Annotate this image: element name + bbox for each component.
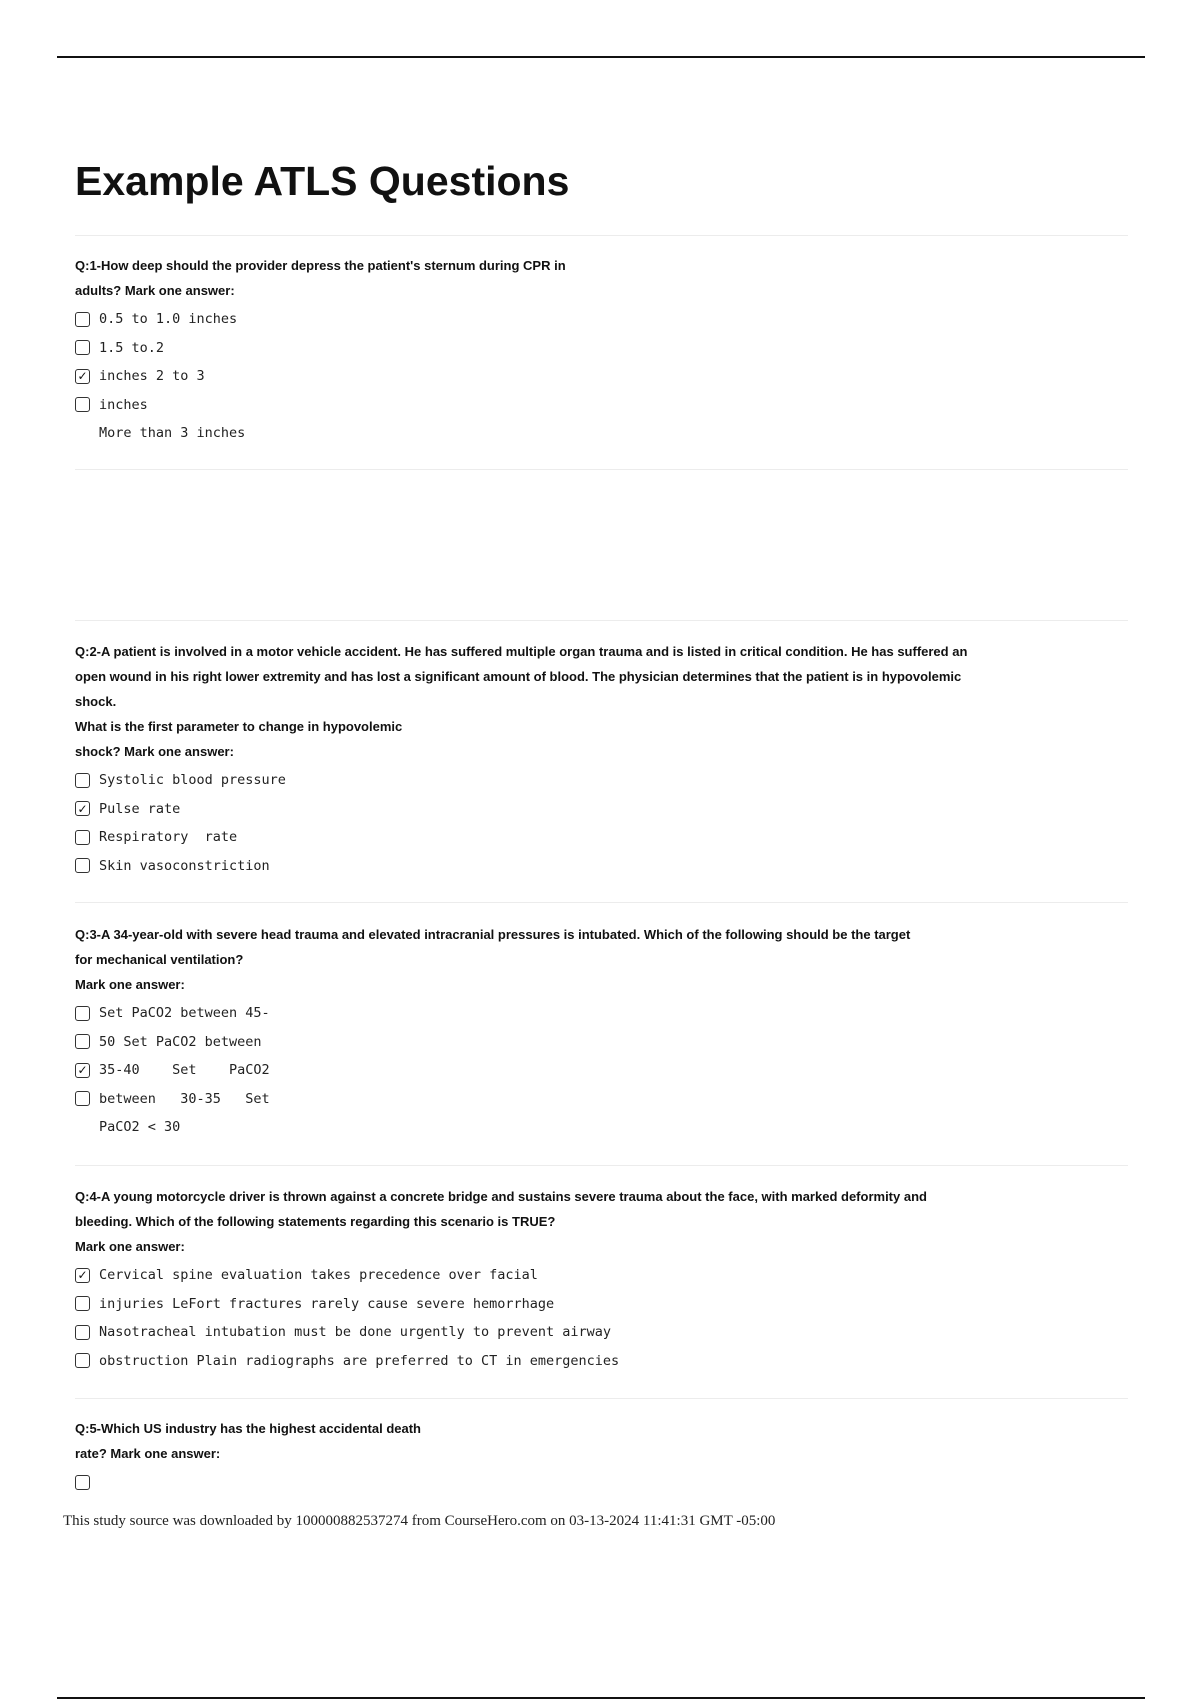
- download-notice: This study source was downloaded by 100000882537274 from CourseHero.com on 03-13-2024 11:41:31 GMT -05:00: [63, 1513, 776, 1529]
- answer-label: between 30-35 Set: [99, 1090, 270, 1107]
- question-1: [75, 253, 1125, 448]
- answer-label: 1.5 to.2: [99, 339, 165, 356]
- answer-label: Skin vasoconstriction: [99, 857, 270, 874]
- checkbox-placeholder: [75, 426, 90, 441]
- answer-option[interactable]: [75, 823, 1125, 852]
- answer-option[interactable]: [75, 334, 1125, 363]
- question-3-text: Q:3-A 34-year-old with severe head trauma and elevated intracranial pressures is intubated. Which of the following should be the target for mechanical ventilation? Mark one answer:: [75, 927, 911, 992]
- answer-label: 0.5 to 1.0 inches: [99, 311, 238, 328]
- answer-option[interactable]: [75, 852, 1125, 881]
- question-5-text: Q:5-Which US industry has the highest accidental death rate? Mark one answer:: [75, 1421, 421, 1461]
- answer-option[interactable]: [75, 1056, 1125, 1085]
- answer-option[interactable]: [75, 999, 1125, 1028]
- answer-checkbox[interactable]: [75, 858, 90, 873]
- question-4-text: Q:4-A young motorcycle driver is thrown against a concrete bridge and sustains severe trauma about the face, with marked deformity and bleeding. Which of the following statements regarding this scenario is TRUE? Mark one answer:: [75, 1189, 927, 1254]
- answer-option[interactable]: [75, 305, 1125, 334]
- divider: [75, 1398, 1128, 1399]
- answer-option[interactable]: [75, 419, 1125, 448]
- answer-label: Respiratory rate: [99, 829, 238, 846]
- answer-option[interactable]: [75, 391, 1125, 420]
- question-2-text: Q:2-A patient is involved in a motor vehicle accident. He has suffered multiple organ trauma and is listed in critical condition. He has suffered an open wound in his right lower extremity and has lost a significant amount of blood. The physician determines that the patient is in hypovolemic shock. What is the first parameter to change in hypovolemic shock? Mark one answer:: [75, 644, 968, 759]
- question-1-options: [75, 305, 1125, 448]
- answer-option[interactable]: [75, 1468, 1125, 1497]
- divider: [75, 469, 1128, 470]
- answer-checkbox[interactable]: [75, 1296, 90, 1311]
- answer-checkbox[interactable]: ✓: [75, 1268, 90, 1283]
- question-2-options: [75, 766, 1125, 880]
- page-title: Example ATLS Questions: [75, 158, 570, 204]
- answer-label: Set PaCO2 between 45-: [99, 1005, 270, 1022]
- answer-checkbox[interactable]: ✓: [75, 1063, 90, 1078]
- question-4: [75, 1184, 1125, 1375]
- question-5: [75, 1416, 1125, 1497]
- answer-label: More than 3 inches: [99, 425, 246, 442]
- question-1-text: Q:1-How deep should the provider depress the patient's sternum during CPR in adults? Mark one answer:: [75, 258, 566, 298]
- answer-option[interactable]: [75, 1085, 1125, 1114]
- divider: [75, 235, 1128, 236]
- answer-option[interactable]: [75, 1318, 1125, 1347]
- question-5-options: [75, 1468, 1125, 1497]
- answer-option[interactable]: [75, 1028, 1125, 1057]
- answer-checkbox[interactable]: [75, 397, 90, 412]
- answer-checkbox[interactable]: [75, 1091, 90, 1106]
- answer-label: PaCO2 < 30: [99, 1119, 181, 1136]
- answer-label: Cervical spine evaluation takes precedence over facial: [99, 1267, 538, 1284]
- answer-label: 50 Set PaCO2 between: [99, 1033, 262, 1050]
- answer-label: inches 2 to 3: [99, 368, 205, 385]
- question-3-options: [75, 999, 1125, 1142]
- bottom-rule: [57, 1697, 1145, 1699]
- question-2: [75, 639, 1125, 880]
- answer-checkbox[interactable]: ✓: [75, 801, 90, 816]
- answer-checkbox[interactable]: [75, 830, 90, 845]
- top-rule: [57, 56, 1145, 58]
- answer-checkbox[interactable]: [75, 1034, 90, 1049]
- divider: [75, 1165, 1128, 1166]
- answer-label: 35-40 Set PaCO2: [99, 1062, 270, 1079]
- answer-checkbox[interactable]: [75, 1325, 90, 1340]
- question-4-options: [75, 1261, 1125, 1375]
- answer-checkbox[interactable]: [75, 1006, 90, 1021]
- answer-checkbox[interactable]: [75, 340, 90, 355]
- answer-checkbox[interactable]: [75, 773, 90, 788]
- divider: [75, 902, 1128, 903]
- answer-checkbox[interactable]: [75, 1475, 90, 1490]
- answer-option[interactable]: [75, 1347, 1125, 1376]
- answer-option[interactable]: [75, 795, 1125, 824]
- answer-option[interactable]: [75, 1261, 1125, 1290]
- answer-option[interactable]: [75, 362, 1125, 391]
- answer-option[interactable]: [75, 766, 1125, 795]
- answer-checkbox[interactable]: ✓: [75, 369, 90, 384]
- answer-option[interactable]: [75, 1113, 1125, 1142]
- answer-checkbox[interactable]: [75, 1353, 90, 1368]
- answer-label: Pulse rate: [99, 800, 181, 817]
- answer-label: Systolic blood pressure: [99, 772, 286, 789]
- answer-option[interactable]: [75, 1290, 1125, 1319]
- answer-label: injuries LeFort fractures rarely cause severe hemorrhage: [99, 1295, 555, 1312]
- checkbox-placeholder: [75, 1120, 90, 1135]
- answer-label: obstruction Plain radiographs are preferred to CT in emergencies: [99, 1352, 620, 1369]
- answer-checkbox[interactable]: [75, 312, 90, 327]
- answer-label: Nasotracheal intubation must be done urgently to prevent airway: [99, 1324, 612, 1341]
- divider: [75, 620, 1128, 621]
- question-3: [75, 922, 1125, 1142]
- answer-label: inches: [99, 396, 148, 413]
